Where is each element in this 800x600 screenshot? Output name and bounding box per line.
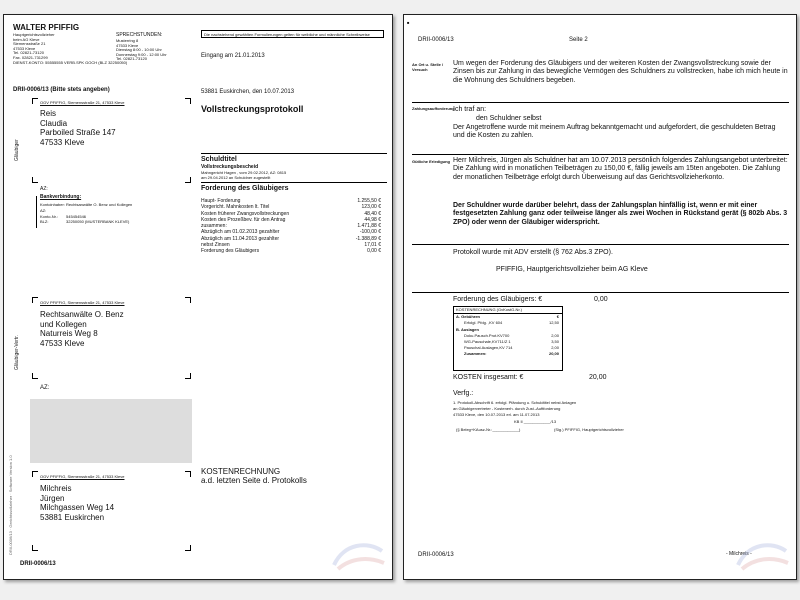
order-signature: (Sig.) PFIFFIG, Hauptgerichtsvollzieher [554,427,624,432]
cost-label: B. Auslagen [456,326,479,332]
claim-value: 0,00 [594,296,608,303]
creditor-line: Reis [40,109,57,118]
claim-value: 44,98 € [364,216,381,223]
debtor-line: 53881 Euskirchen [40,512,105,522]
order-line: an Gläubigervertreter - Kostenerh. durch Zust.-Auftforderung [453,405,561,411]
window-corner-mark [32,373,38,379]
bank-label: BLZ: [40,219,49,225]
claim-label: Kosten früherer Zwangsvollstreckungen [201,210,290,217]
bank-details [40,202,132,225]
az-label: AZ: [40,385,50,391]
window-corner-mark [185,471,191,477]
office-hours [116,39,167,62]
debtor-address [40,484,114,522]
cost-label: WG-Pauschale,KV711/Z 1 [464,338,511,344]
office-hours-line: Musterring 8 [116,38,139,43]
cost-label: Erfolgl. Pfdg. ,KV 604 [464,320,503,326]
window-corner-mark [32,297,38,303]
office-hours-line: 47533 Kleve [116,42,139,48]
claim-label: zusammen: [201,223,227,229]
claim-label: Haupt- Forderung [201,198,241,204]
claim-label: Vorgericht. Mahnkosten lt. Titel [201,204,270,211]
return-address: OGV PFIFFIG, Siemensstraße 21, 47533 Kleve [40,474,125,479]
met-intro: Ich traf an: [453,106,487,113]
section-text-payment-demand: Der Angetroffene wurde mit meinem Auftrag bekanntgemacht und aufgefordert, die geschuldeten Betrag und die Kosten zu zahlen. [453,124,776,140]
bank-value: 32250050 (MUSTERBANK KLEVE) [66,219,130,225]
cost-value: 12,50 [548,320,559,326]
claim-title: Forderung des Gläubigers [201,185,289,192]
header-reference: DRII-0006/13 [418,37,454,43]
window-corner-mark [32,545,38,551]
window-corner-mark [32,98,38,104]
sender-address [13,33,127,65]
watermark-logo [732,535,792,575]
claim-label: Forderung des Gläubigers: € [453,296,543,303]
sender-line: DIENST-KONTO: 55555555 VERB.SPK GOCH (BLZ 32250050) [13,59,128,65]
window-corner-mark [32,471,38,477]
footer-reference: DRII-0006/13 [20,561,56,567]
cost-invoice-note: a.d. letzten Seite d. Protokolls [201,476,307,485]
return-address: OGV PFIFFIG, Siemensstraße 21, 47533 Kleve [40,100,125,105]
bank-value: 545454546 [66,213,87,219]
notice-box [201,30,384,38]
window-corner-mark [32,177,38,183]
cost-value: 2,00 [551,332,559,338]
cost-total-row [454,351,562,357]
cost-label: A. Gebühren [456,314,481,320]
sender-line: Hauptgerichtsvollzieher [13,32,55,37]
divider [201,182,387,183]
bank-label: Konto-Nr.: [40,213,59,219]
met-person: den Schuldner selbst [476,115,542,122]
footer-debtor: - Milchreis - [726,551,752,557]
claim-label: Forderung des Gläubigers [201,248,260,254]
creditor-line: Claudia [40,118,68,128]
office-hours-line: Dienstag 8:00 - 10:00 Uhr [116,47,162,53]
claim-value: 123,00 € [361,204,381,211]
creditor-side-label: Gläubiger [14,139,20,161]
cost-value: € [556,314,559,320]
bank-bracket [36,196,37,228]
notice-text: Die nachstehend gewählten Formulierungen gelten für weibliche und männliche Schreibweise [204,32,370,37]
office-hours-line: Donnerstag 9:00 - 12:00 Uhr [116,51,167,57]
hole-mark: ■ [407,20,410,25]
window-corner-mark [185,297,191,303]
watermark-logo [328,535,388,575]
claim-label: Kosten des Prozeßbev. für den Antrag [201,216,286,223]
attorney-line: Naturreis Weg 8 [40,329,98,339]
protocol-page-1 [3,14,393,580]
receipt-line: (§ Beleg+KAusz-Nr.:____________) [456,427,521,432]
place-date: 53881 Euskirchen, den 10.07.2013 [201,89,295,95]
debtor-line: Milchgassen Weg 14 [40,503,115,513]
cost-table-header [454,307,562,314]
sender-line: Siemensstraße 21 [13,41,46,47]
attorney-line: und Kollegen [40,319,87,329]
cost-label: Doku.Pausch.Prot.KV700 [464,332,510,338]
az-label: AZ: [40,186,48,192]
page-number: Seite 2 [569,37,588,43]
sender-line: 47533 Kleve [13,45,36,51]
cost-table [453,306,563,371]
schuldtitel-title: Schuldtitel [201,156,237,163]
order-lines [453,400,576,417]
divider [412,292,789,293]
vertical-imprint: DRII-0006/13 · Gerichtsvollzieher · Software Version 1.0 [8,455,13,555]
sender-line: beim AG Kleve [13,36,40,42]
divider [412,244,789,245]
office-hours-line: Tel. 02821-73120 [116,56,147,62]
divider [412,154,789,155]
footer-reference: DRII-0006/13 [418,552,454,558]
divider [201,153,387,154]
cost-value: 3,50 [551,338,559,344]
schuldtitel-line: am 29.04.2012 an Schuldner zugestellt [201,174,271,180]
sender-line: Fax. 02821-731299 [13,54,48,60]
claims-table [201,198,381,254]
signature-line: PFIFFIG, Hauptgerichtsvollzieher beim AG Kleve [496,266,648,273]
protocol-page-2 [403,14,797,580]
bank-value: Rechtsanwälte O. Benz und Kollegen [66,202,133,207]
reference-line: DRII-0006/13 (Bitte stets angeben) [13,87,110,93]
claim-label: Abzüglich am 01.02.2013 gezahlter [201,229,280,236]
cost-value: 20,00 [548,351,559,357]
claim-row [201,248,381,254]
order-line: 1. Protokoll-Abschrift 6. erfolgl. Pfändung u. Schuldtitel nebst Anlagen [453,400,577,405]
claim-label: nebst Zinsen [201,241,230,248]
cost-label: Pauschal.Auslagen,KV 714 [464,345,513,351]
claim-value: 1.255,50 € [357,198,381,204]
section-text-settlement: Herr Milchreis, Jürgen als Schuldner hat am 10.07.2013 persönlich folgendes Zahlungsangebot unterbreitet: Die Zahlung wird in monatlichen Teilbeträgen zu 150,00 €, fällig jeweils am 15ten angeboten. Die Zahlung der monatlichen Teilbeträge erfolgt durch Überweisung auf das Gerichtsvollzieherkonto. [453,157,788,181]
protocol-title: Vollstreckungsprotokoll [201,104,304,114]
creditor-address [40,109,116,147]
kb-line: KB II ____________/13 [514,419,557,424]
section-head-settlement: Gütliche Erledigung [412,159,451,164]
claim-value: -1.388,89 € [355,235,381,242]
bank-label: Kontoinhaber: [40,202,65,207]
schuldtitel-type: Vollstreckungsbescheid [201,164,259,170]
cost-label: Zusammen: [464,351,487,357]
window-corner-mark [185,98,191,104]
sender-line: Tel. 02821-73120 [13,50,44,56]
claim-value: 17,01 € [364,241,381,248]
debtor-line: Jürgen [40,493,65,503]
claim-value: -100,00 € [359,229,381,236]
section-text-attempt: Um wegen der Forderung des Gläubigers und der weiteren Kosten der Zwangsvollstreckung sowie der Zinsen bis zur Zahlung in das bewegliche Vermögen des Schuldners zu vollstrecken, habe ich mich heute in die Wohnung des Schuldners begeben. [453,60,788,84]
debtor-line: Milchreis [40,484,72,493]
window-corner-mark [185,373,191,379]
cost-invoice-title: KOSTENRECHNUNG [201,467,281,476]
order-title: Verfg.: [453,390,474,397]
schuldtitel-line: Mahngericht Hagen , vom 29.02.2012, AZ: 0815 [201,170,287,175]
attorney-line: 47533 Kleve [40,338,85,348]
creditor-line: 47533 Kleve [40,137,85,147]
section-text-notice: Der Schuldner wurde darüber belehrt, dass der Zahlungsplan hinfällig ist, wenn er mit einer festgesetzten Zahlung ganz oder teilweise länger als zwei Wochen in Rückstand gerät (§ 802b Abs. 3 ZPO) oder wenn der Gläubiger widerspricht. [453,202,788,226]
bank-label: AZ: [40,207,47,213]
adv-note: Protokoll wurde mit ADV erstellt (§ 762 Abs.3 ZPO). [453,249,613,256]
claim-value: 48,40 € [364,210,381,217]
claim-value: 1.471,88 € [357,223,381,229]
cost-total-value: 20,00 [589,374,607,381]
office-hours-title: SPRECHSTUNDEN: [116,32,163,38]
claim-label: Abzüglich am 11.04.2013 gezahlter [201,235,280,242]
received-date: Eingang am 21.01.2013 [201,53,265,59]
bank-row [40,219,132,225]
bank-title: Bankverbindung: [40,194,82,200]
attorney-side-label: Gläubiger-Vertr. [14,334,20,370]
claim-value: 0,00 € [367,248,381,254]
divider [412,102,789,103]
order-line: 47533 Kleve, den 10.07.2013 erl. am 11.07.2013 [453,411,540,417]
attorney-address [40,310,124,348]
cost-label: KOSTENRECHNUNG (GvKostG-Nr.) [456,307,523,312]
window-corner-mark [185,545,191,551]
cost-total-label: KOSTEN insgesamt: € [453,374,524,381]
sender-name: WALTER PFIFFIG [13,23,80,32]
attorney-line: Rechtsanwälte O. Benz [40,310,124,319]
return-address: OGV PFIFFIG, Siemensstraße 21, 47533 Kleve [40,300,125,305]
window-corner-mark [185,177,191,183]
redacted-area [30,399,192,463]
cost-value: 2,00 [551,345,559,351]
creditor-line: Parboiled Straße 147 [40,128,116,138]
schuldtitel-details [201,171,286,180]
section-head-attempt: An Ort u. Stelle / Versuch [412,62,444,72]
section-head-payment-demand: Zahlungsaufforderung [412,106,455,111]
